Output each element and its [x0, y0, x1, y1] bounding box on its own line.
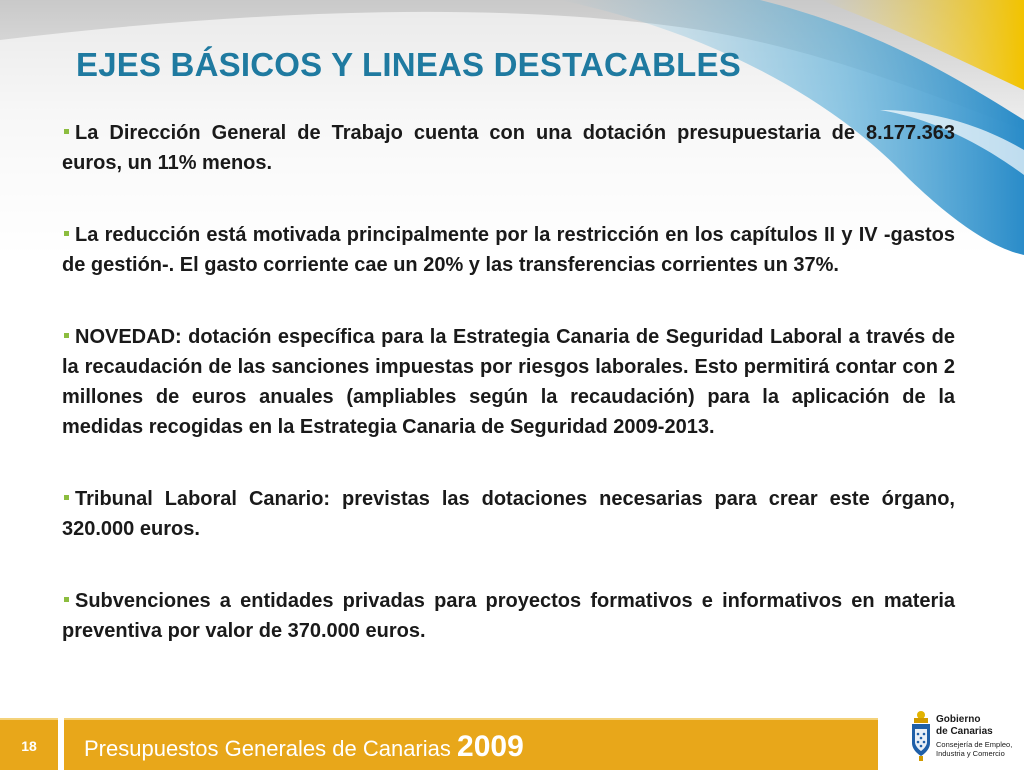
footer-bar: [64, 718, 878, 770]
bullet-marker-icon: [64, 495, 69, 500]
bullet-text: La reducción está motivada principalmente por la restricción en los capítulos II y IV -gastos de gestión-. El gasto corriente cae un 20% y las transferencias corrientes un 37%.: [62, 224, 955, 276]
gobierno-canarias-logo: [900, 705, 1024, 768]
bullet-item: [62, 484, 955, 544]
footer-title: Presupuestos Generales de Canarias: [84, 736, 451, 761]
bullet-marker-icon: [64, 333, 69, 338]
footer-text: [84, 730, 524, 764]
slide-title: EJES BÁSICOS Y LINEAS DESTACABLES: [76, 46, 741, 83]
bullet-item: [62, 322, 955, 442]
logo-line-3: Consejería de Empleo,: [936, 740, 1013, 749]
coat-of-arms-icon: [908, 709, 934, 763]
bullet-text: NOVEDAD: dotación específica para la Estrategia Canaria de Seguridad Laboral a través de la recaudación de las sanciones impuestas por riesgos laborales. Esto permitirá contar con 2 millones de euros anuales (ampliables según la recaudación) para la aplicación de la medidas recogidas en la Estrategia Canaria de Seguridad 2009-2013.: [62, 326, 955, 438]
slide-number: 18: [21, 738, 37, 754]
bullet-item: [62, 586, 955, 646]
bullet-item: [62, 118, 955, 178]
bullet-marker-icon: [64, 129, 69, 134]
logo-line-1: Gobierno: [936, 714, 981, 725]
bullet-list: [62, 118, 955, 646]
bullet-text: Subvenciones a entidades privadas para proyectos formativos e informativos en materia preventiva por valor de 370.000 euros.: [62, 590, 955, 642]
footer-year: 2009: [457, 730, 524, 763]
bullet-marker-icon: [64, 231, 69, 236]
bullet-marker-icon: [64, 597, 69, 602]
bullet-text: La Dirección General de Trabajo cuenta con una dotación presupuestaria de 8.177.363 euros, un 11% menos.: [62, 122, 955, 174]
bullet-text: Tribunal Laboral Canario: previstas las dotaciones necesarias para crear este órgano, 320.000 euros.: [62, 488, 955, 540]
slide-number-box: [0, 718, 58, 770]
logo-line-4: Industria y Comercio: [936, 749, 1005, 758]
bullet-item: [62, 220, 955, 280]
logo-line-2: de Canarias: [936, 726, 993, 737]
